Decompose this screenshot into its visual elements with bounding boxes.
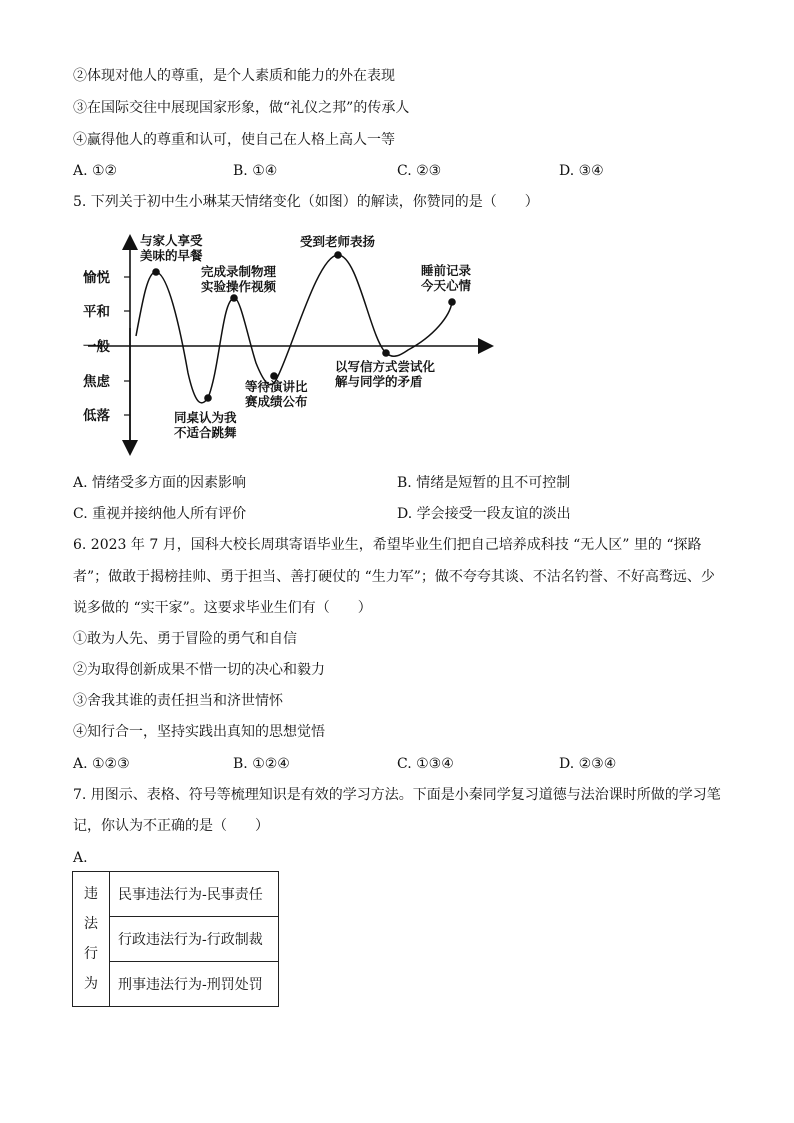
- q6-option-c: C. ①③④: [397, 756, 454, 772]
- event-point: [204, 394, 212, 402]
- event-label: 美味的早餐: [140, 248, 203, 263]
- q5-question: 5. 下列关于初中生小琳某天情绪变化（如图）的解读，你赞同的是（ ）: [73, 194, 539, 210]
- event-point: [334, 251, 342, 259]
- q6-option-a: A. ①②③: [73, 756, 130, 772]
- q6-statement-3: ③舍我其谁的责任担当和济世情怀: [73, 693, 283, 709]
- table-row: 刑事违法行为-刑罚处罚: [110, 962, 279, 1007]
- q6-statement-2: ②为取得创新成果不惜一切的决心和毅力: [73, 662, 325, 678]
- q5-option-d: D. 学会接受一段友谊的淡出: [397, 506, 571, 522]
- q6-statement-4: ④知行合一，坚持实践出真知的思想觉悟: [73, 724, 325, 740]
- q4-option-d: D. ③④: [559, 163, 604, 179]
- q7-stem-line: 记，你认为不正确的是（ ）: [73, 818, 269, 834]
- event-label: 等待演讲比: [245, 379, 308, 394]
- q4-option-c: C. ②③: [397, 163, 442, 179]
- q4-statement-2: ②体现对他人的尊重，是个人素质和能力的外在表现: [73, 68, 395, 84]
- table-vertical-heading: 违 法 行 为: [73, 872, 110, 1007]
- q4-option-a: A. ①②: [73, 163, 118, 179]
- q4-statement-4: ④赢得他人的尊重和认可，使自己在人格上高人一等: [73, 132, 395, 148]
- y-label-low: 低落: [83, 408, 110, 424]
- event-point: [152, 268, 160, 276]
- event-label: 赛成绩公布: [245, 394, 308, 409]
- event-point: [230, 294, 238, 302]
- y-label-anxious: 焦虑: [83, 374, 110, 390]
- q6-option-d: D. ②③④: [559, 756, 617, 772]
- event-label: 今天心情: [421, 278, 472, 293]
- y-label-calm: 平和: [83, 304, 110, 320]
- event-point: [382, 349, 390, 357]
- event-label: 睡前记录: [421, 263, 472, 278]
- q6-stem-line: 说多做的 “实干家”。这要求毕业生们有（ ）: [73, 600, 372, 616]
- event-label: 与家人享受: [140, 233, 203, 248]
- q7-stem-line: 7. 用图示、表格、符号等梳理知识是有效的学习方法。下面是小秦同学复习道德与法治课时所做的学习笔: [73, 787, 721, 803]
- y-label-normal: 一般: [83, 339, 110, 355]
- table-row: 民事违法行为-民事责任: [110, 872, 279, 917]
- emotion-chart: [83, 228, 498, 453]
- q6-stem-line: 者”；做敢于揭榜挂帅、勇于担当、善打硬仗的 “生力军”；做不夸夸其谈、不沽名钓誉、不好高骛远、少: [73, 569, 715, 585]
- q4-statement-3: ③在国际交往中展现国家形象，做“礼仪之邦”的传承人: [73, 100, 410, 116]
- event-label: 同桌认为我: [174, 410, 237, 425]
- q4-option-b: B. ①④: [233, 163, 278, 179]
- q7-option-a-label: A.: [73, 850, 88, 866]
- event-point: [448, 298, 456, 306]
- q5-option-a: A. 情绪受多方面的因素影响: [73, 475, 247, 491]
- event-label: 受到老师表扬: [300, 234, 376, 249]
- q6-stem-line: 6. 2023 年 7 月，国科大校长周琪寄语毕业生，希望毕业生们把自己培养成科技 “无人区” 里的 “探路: [73, 537, 702, 553]
- table-row: 行政违法行为-行政制裁: [110, 917, 279, 962]
- q5-option-b: B. 情绪是短暂的且不可控制: [397, 475, 571, 491]
- q5-option-c: C. 重视并接纳他人所有评价: [73, 506, 247, 522]
- q6-option-b: B. ①②④: [233, 756, 290, 772]
- event-label: 完成录制物理: [201, 264, 277, 279]
- q6-statement-1: ①敢为人先、勇于冒险的勇气和自信: [73, 631, 297, 647]
- illegal-acts-table: [72, 871, 279, 1007]
- event-label: 实验操作视频: [201, 279, 277, 294]
- event-label: 不适合跳舞: [174, 425, 237, 440]
- y-label-happy: 愉悦: [83, 270, 110, 286]
- event-label: 解与同学的矛盾: [335, 374, 423, 389]
- event-label: 以写信方式尝试化: [335, 359, 436, 374]
